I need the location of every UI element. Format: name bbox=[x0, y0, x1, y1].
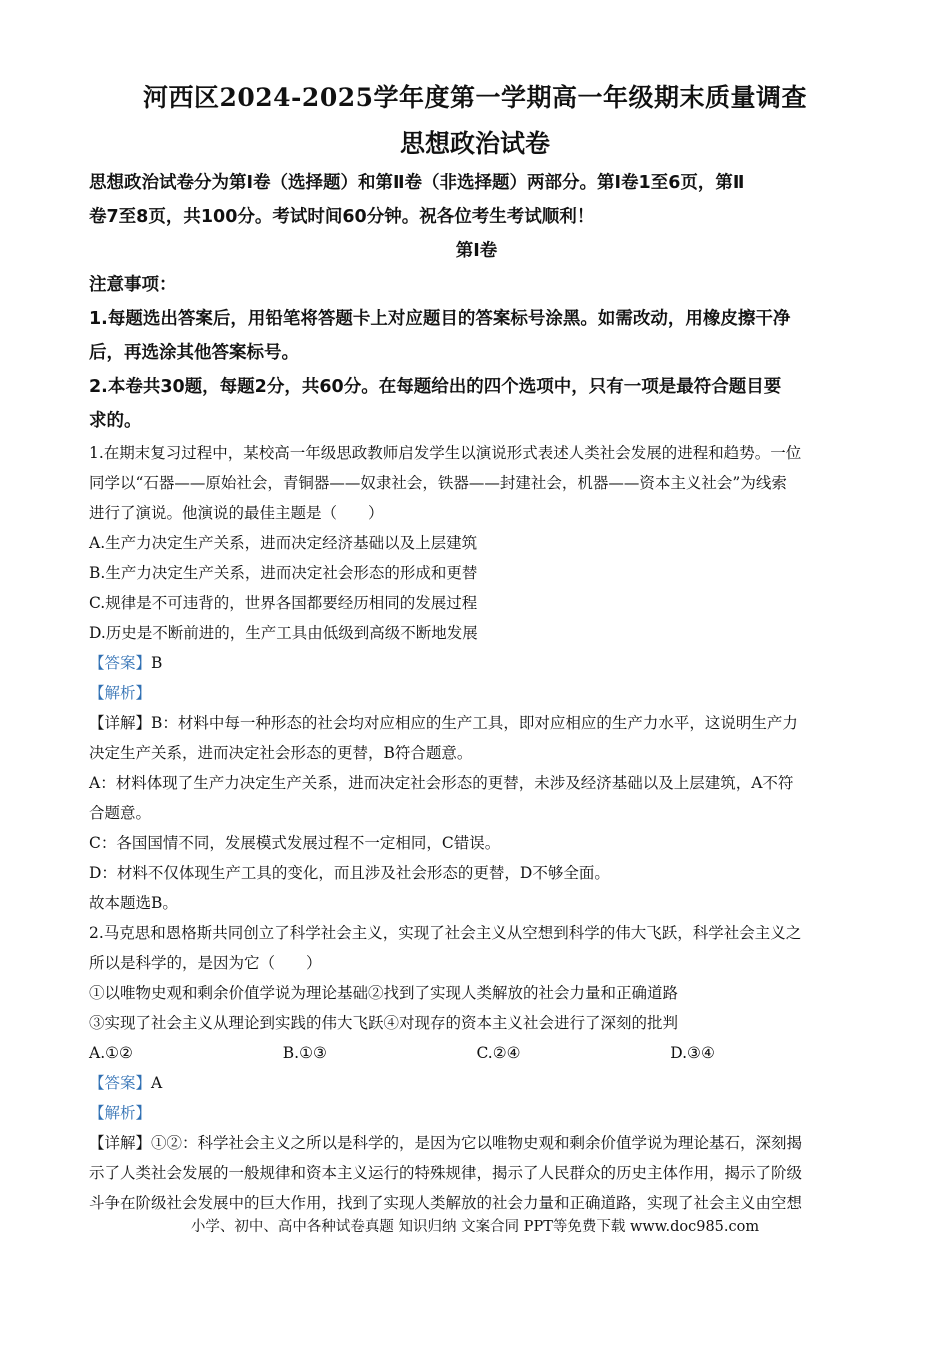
option-d: D.历史是不断前进的，生产工具由低级到高级不断地发展 bbox=[89, 624, 478, 642]
note-line: 1.每题选出答案后，用铅笔将答题卡上对应题目的答案标号涂黑。如需改动，用橡皮擦干净 bbox=[89, 309, 791, 329]
detail-line bbox=[89, 708, 864, 738]
detail-text: ①②：科学社会主义之所以是科学的，是因为它以唯物史观和剩余价值学说为理论基石，深刻揭 bbox=[151, 1134, 803, 1152]
detail-tag: 【详解】 bbox=[89, 714, 152, 732]
option-c: C.②④ bbox=[476, 1044, 521, 1062]
detail-line: 决定生产关系，进而决定社会形态的更替，B符合题意。 bbox=[89, 744, 473, 762]
option-b: B.①③ bbox=[282, 1044, 327, 1062]
exam-subtitle: 思想政治试卷 bbox=[399, 129, 550, 158]
question-stem-line: 所以是科学的，是因为它（ ） bbox=[89, 954, 322, 972]
option-c: C.规律是不可违背的，世界各国都要经历相同的发展过程 bbox=[89, 594, 478, 612]
note-line: 求的。 bbox=[89, 411, 142, 431]
option-b: B.生产力决定生产关系，进而决定社会形态的形成和更替 bbox=[89, 564, 478, 582]
option-a: A.生产力决定生产关系，进而决定经济基础以及上层建筑 bbox=[89, 534, 478, 552]
option-a: A.①② bbox=[89, 1044, 133, 1062]
question-stem-line: 2.马克思和恩格斯共同创立了科学社会主义，实现了社会主义从空想到科学的伟大飞跃，科学社会主义之 bbox=[89, 924, 802, 942]
question-2 bbox=[89, 918, 864, 1218]
options-row bbox=[89, 1038, 864, 1068]
analysis-tag: 【解析】 bbox=[89, 684, 152, 702]
note-line: 后，再选涂其他答案标号。 bbox=[89, 343, 299, 363]
detail-line: 合题意。 bbox=[89, 804, 152, 822]
answer-value: B bbox=[151, 654, 163, 672]
intro-line: 思想政治试卷分为第Ⅰ卷（选择题）和第Ⅱ卷（非选择题）两部分。第Ⅰ卷1至6页，第Ⅱ bbox=[89, 173, 745, 193]
answer-line bbox=[89, 648, 864, 678]
section-heading: 第Ⅰ卷 bbox=[455, 241, 498, 261]
footer-note: 小学、初中、高中各种试卷真题 知识归纳 文案合同 PPT等免费下载 www.doc985.com bbox=[190, 1219, 760, 1235]
detail-line: 示了人类社会发展的一般规律和资本主义运行的特殊规律，揭示了人民群众的历史主体作用，揭示了阶级 bbox=[89, 1164, 803, 1182]
answer-tag: 【答案】 bbox=[89, 1074, 152, 1092]
question-1 bbox=[89, 438, 864, 918]
detail-line: A：材料体现了生产力决定生产关系，进而决定社会形态的更替，未涉及经济基础以及上层建筑，A不符 bbox=[89, 774, 794, 792]
detail-line: C：各国国情不同，发展模式发展过程不一定相同，C错误。 bbox=[89, 834, 501, 852]
detail-line: D：材料不仅体现生产工具的变化，而且涉及社会形态的更替，D不够全面。 bbox=[89, 864, 610, 882]
note-line: 2.本卷共30题，每题2分，共60分。在每题给出的四个选项中，只有一项是最符合题目要 bbox=[89, 377, 782, 397]
answer-line bbox=[89, 1068, 864, 1098]
analysis-tag: 【解析】 bbox=[89, 1104, 152, 1122]
question-stem-line: 进行了演说。他演说的最佳主题是（ ） bbox=[89, 504, 384, 522]
statement-line: ①以唯物史观和剩余价值学说为理论基础②找到了实现人类解放的社会力量和正确道路 bbox=[89, 984, 679, 1002]
option-d: D.③④ bbox=[670, 1044, 715, 1062]
exam-content bbox=[89, 166, 864, 1218]
exam-title: 河西区2024-2025学年度第一学期高一年级期末质量调查 bbox=[142, 83, 808, 112]
answer-value: A bbox=[151, 1074, 163, 1092]
answer-tag: 【答案】 bbox=[89, 654, 152, 672]
statement-line: ③实现了社会主义从理论到实践的伟大飞跃④对现存的资本主义社会进行了深刻的批判 bbox=[89, 1014, 679, 1032]
intro-line: 卷7至8页，共100分。考试时间60分钟。祝各位考生考试顺利！ bbox=[89, 207, 595, 227]
conclusion-line: 故本题选B。 bbox=[89, 894, 178, 912]
notes-heading: 注意事项： bbox=[89, 275, 177, 295]
question-stem-line: 同学以“石器——原始社会，青铜器——奴隶社会，铁器——封建社会，机器——资本主义社会”为线索 bbox=[89, 474, 787, 492]
detail-tag: 【详解】 bbox=[89, 1134, 152, 1152]
detail-line: 斗争在阶级社会发展中的巨大作用，找到了实现人类解放的社会力量和正确道路，实现了社会主义由空想 bbox=[89, 1194, 803, 1212]
question-stem-line: 1.在期末复习过程中，某校高一年级思政教师启发学生以演说形式表述人类社会发展的进程和趋势。一位 bbox=[89, 444, 802, 462]
detail-text: B：材料中每一种形态的社会均对应相应的生产工具，即对应相应的生产力水平，这说明生产力 bbox=[151, 714, 798, 732]
detail-line bbox=[89, 1128, 864, 1158]
